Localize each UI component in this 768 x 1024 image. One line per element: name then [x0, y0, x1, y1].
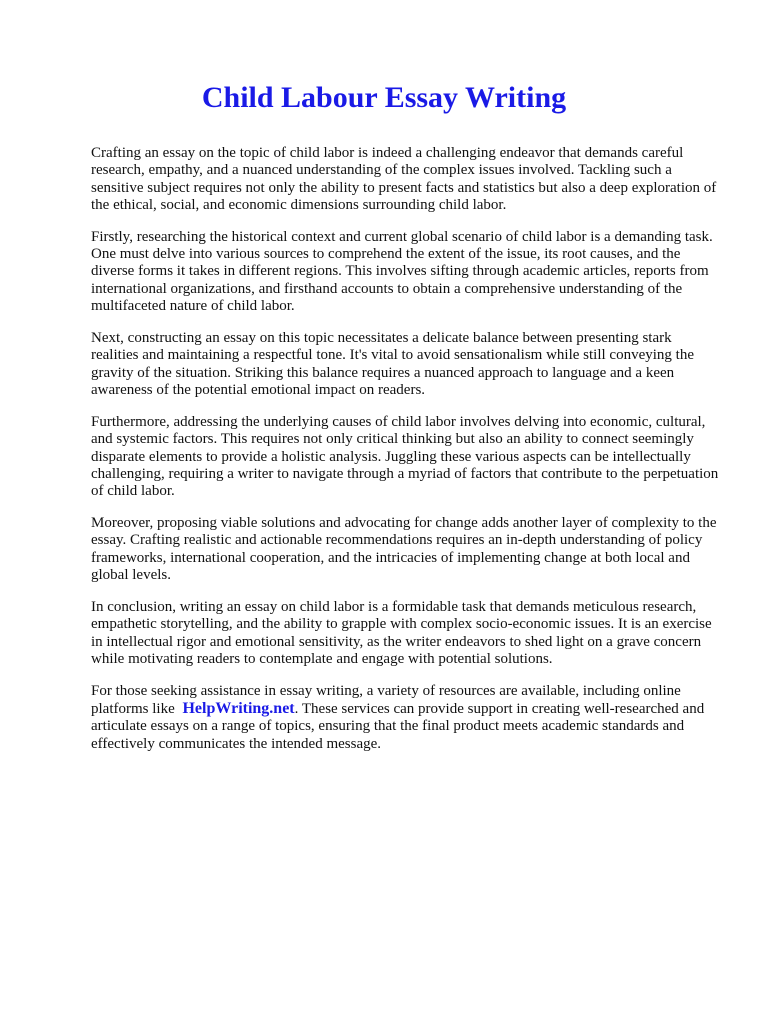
paragraph-5: Moreover, proposing viable solutions and advocating for change adds another layer of complexity to the essay. Crafting realistic and actionable recommendations requires an in-depth understanding of policy frameworks, international cooperation, and the intricacies of implementing change at both local and global levels. — [91, 515, 717, 583]
helpwriting-link[interactable]: HelpWriting.net — [182, 700, 295, 718]
paragraph-7-before-link: For those seeking assistance in essay writing, a variety of resources are available, including online platforms like — [91, 682, 681, 718]
paragraph-4: Furthermore, addressing the underlying causes of child labor involves delving into economic, cultural, and systemic factors. This requires not only critical thinking but also an ability to connect seemingly disparate elements to provide a holistic analysis. Juggling these various aspects can be intellectually challenging, requiring a writer to navigate through a myriad of factors that contribute to the perpetuation of child labor. — [91, 413, 719, 500]
paragraph-2: Firstly, researching the historical context and current global scenario of child labor is a demanding task. One must delve into various sources to comprehend the extent of the issue, its root causes, and the diverse forms it takes in different regions. This involves sifting through academic articles, reports from international organizations, and firsthand accounts to obtain a comprehensive understanding of the multifaceted nature of child labor. — [91, 228, 713, 315]
paragraph-3: Next, constructing an essay on this topic necessitates a delicate balance between presenting stark realities and maintaining a respectful tone. It's vital to avoid sensationalism while still conveying the gravity of the situation. Striking this balance requires a nuanced approach to language and a keen awareness of the potential emotional impact on readers. — [91, 330, 694, 398]
essay-body — [91, 145, 721, 768]
paragraph-7-after-link: . These services can provide support in creating well-researched and articulate essays on a range of topics, ensuring that the final product meets academic standards and effectively communicates the intended message. — [91, 701, 705, 752]
paragraph-1: Crafting an essay on the topic of child labor is indeed a challenging endeavor that demands careful research, empathy, and a nuanced understanding of the complex issues involved. Tackling such a sensitive subject requires not only the ability to present facts and statistics but also a deep exploration of the ethical, social, and economic dimensions surrounding child labor. — [91, 145, 717, 213]
page-title: Child Labour Essay Writing — [201, 81, 567, 114]
paragraph-6: In conclusion, writing an essay on child labor is a formidable task that demands meticulous research, empathetic storytelling, and the ability to grapple with complex socio-economic issues. It is an exercise in intellectual rigor and emotional sensitivity, as the writer endeavors to shed light on a grave concern while motivating readers to contemplate and engage with potential solutions. — [91, 598, 712, 667]
paragraph-7 — [91, 683, 721, 753]
